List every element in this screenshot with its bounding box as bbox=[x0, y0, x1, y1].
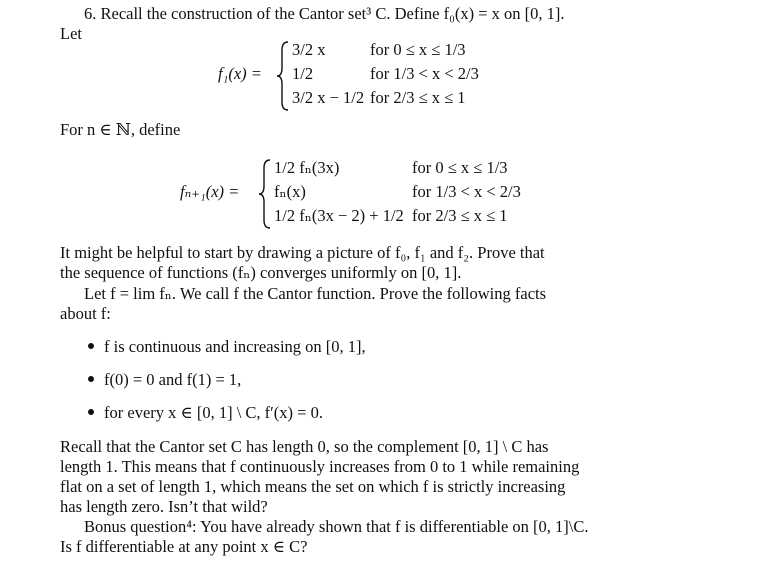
f1-case-expr-1: 3/2 x bbox=[292, 40, 326, 59]
para3-line2: length 1. This means that f continuously increases from 0 to 1 while remaining bbox=[60, 457, 580, 476]
bullet-icon bbox=[88, 343, 94, 349]
para3-line1: Recall that the Cantor set C has length 0, so the complement [0, 1] \ C has bbox=[60, 437, 549, 456]
f1-case-expr-3: 3/2 x − 1/2 bbox=[292, 88, 365, 107]
fn1-case-expr-2: fₙ(x) bbox=[274, 182, 306, 201]
list-item: f(0) = 0 and f(1) = 1, bbox=[88, 370, 241, 390]
bonus-line1: Bonus question⁴: You have already shown that f is differentiable on [0, 1]\C. bbox=[84, 517, 589, 536]
list-item: f is continuous and increasing on [0, 1], bbox=[88, 337, 366, 357]
fn1-case-cond-2: for 1/3 < x < 2/3 bbox=[412, 182, 521, 201]
fn1-brace bbox=[258, 158, 272, 230]
f1-case-cond-2: for 1/3 < x < 2/3 bbox=[370, 64, 479, 83]
bullet-icon bbox=[88, 376, 94, 382]
f1-case-expr-2: 1/2 bbox=[292, 64, 314, 83]
para2-line1: Let f = lim fₙ. We call f the Cantor function. Prove the following facts bbox=[84, 284, 547, 303]
problem-intro bbox=[84, 4, 565, 24]
bullet-icon bbox=[88, 409, 94, 415]
fn1-case-cond-1: for 0 ≤ x ≤ 1/3 bbox=[412, 158, 508, 177]
list-item: for every x ∈ [0, 1] \ C, f′(x) = 0. bbox=[88, 403, 323, 423]
fn1-case-expr-3: 1/2 fₙ(3x − 2) + 1/2 bbox=[274, 206, 404, 225]
bonus-line2: Is f differentiable at any point x ∈ C? bbox=[60, 537, 308, 556]
let-word: Let bbox=[60, 24, 82, 43]
para2-line2: about f: bbox=[60, 304, 111, 323]
para3-line3: flat on a set of length 1, which means the set on which f is strictly increasing bbox=[60, 477, 566, 496]
for-n-define: For n ∈ ℕ, define bbox=[60, 120, 181, 139]
f1-case-cond-1: for 0 ≤ x ≤ 1/3 bbox=[370, 40, 466, 59]
para1-line2: the sequence of functions (fₙ) converges uniformly on [0, 1]. bbox=[60, 263, 462, 282]
f1-lhs: f₁(x) = bbox=[218, 64, 262, 83]
para1-line1: It might be helpful to start by drawing a picture of f₀, f₁ and f₂. Prove that bbox=[60, 243, 545, 262]
fn1-lhs: fₙ₊₁(x) = bbox=[180, 182, 240, 201]
problem-intro-text: 6. Recall the construction of the Cantor set³ C. Define f₀(x) = x on [0, 1]. bbox=[84, 4, 565, 23]
f1-brace bbox=[276, 40, 290, 112]
fn1-case-cond-3: for 2/3 ≤ x ≤ 1 bbox=[412, 206, 508, 225]
f1-case-cond-3: for 2/3 ≤ x ≤ 1 bbox=[370, 88, 466, 107]
fn1-case-expr-1: 1/2 fₙ(3x) bbox=[274, 158, 340, 177]
para3-line4: has length zero. Isn’t that wild? bbox=[60, 497, 268, 516]
